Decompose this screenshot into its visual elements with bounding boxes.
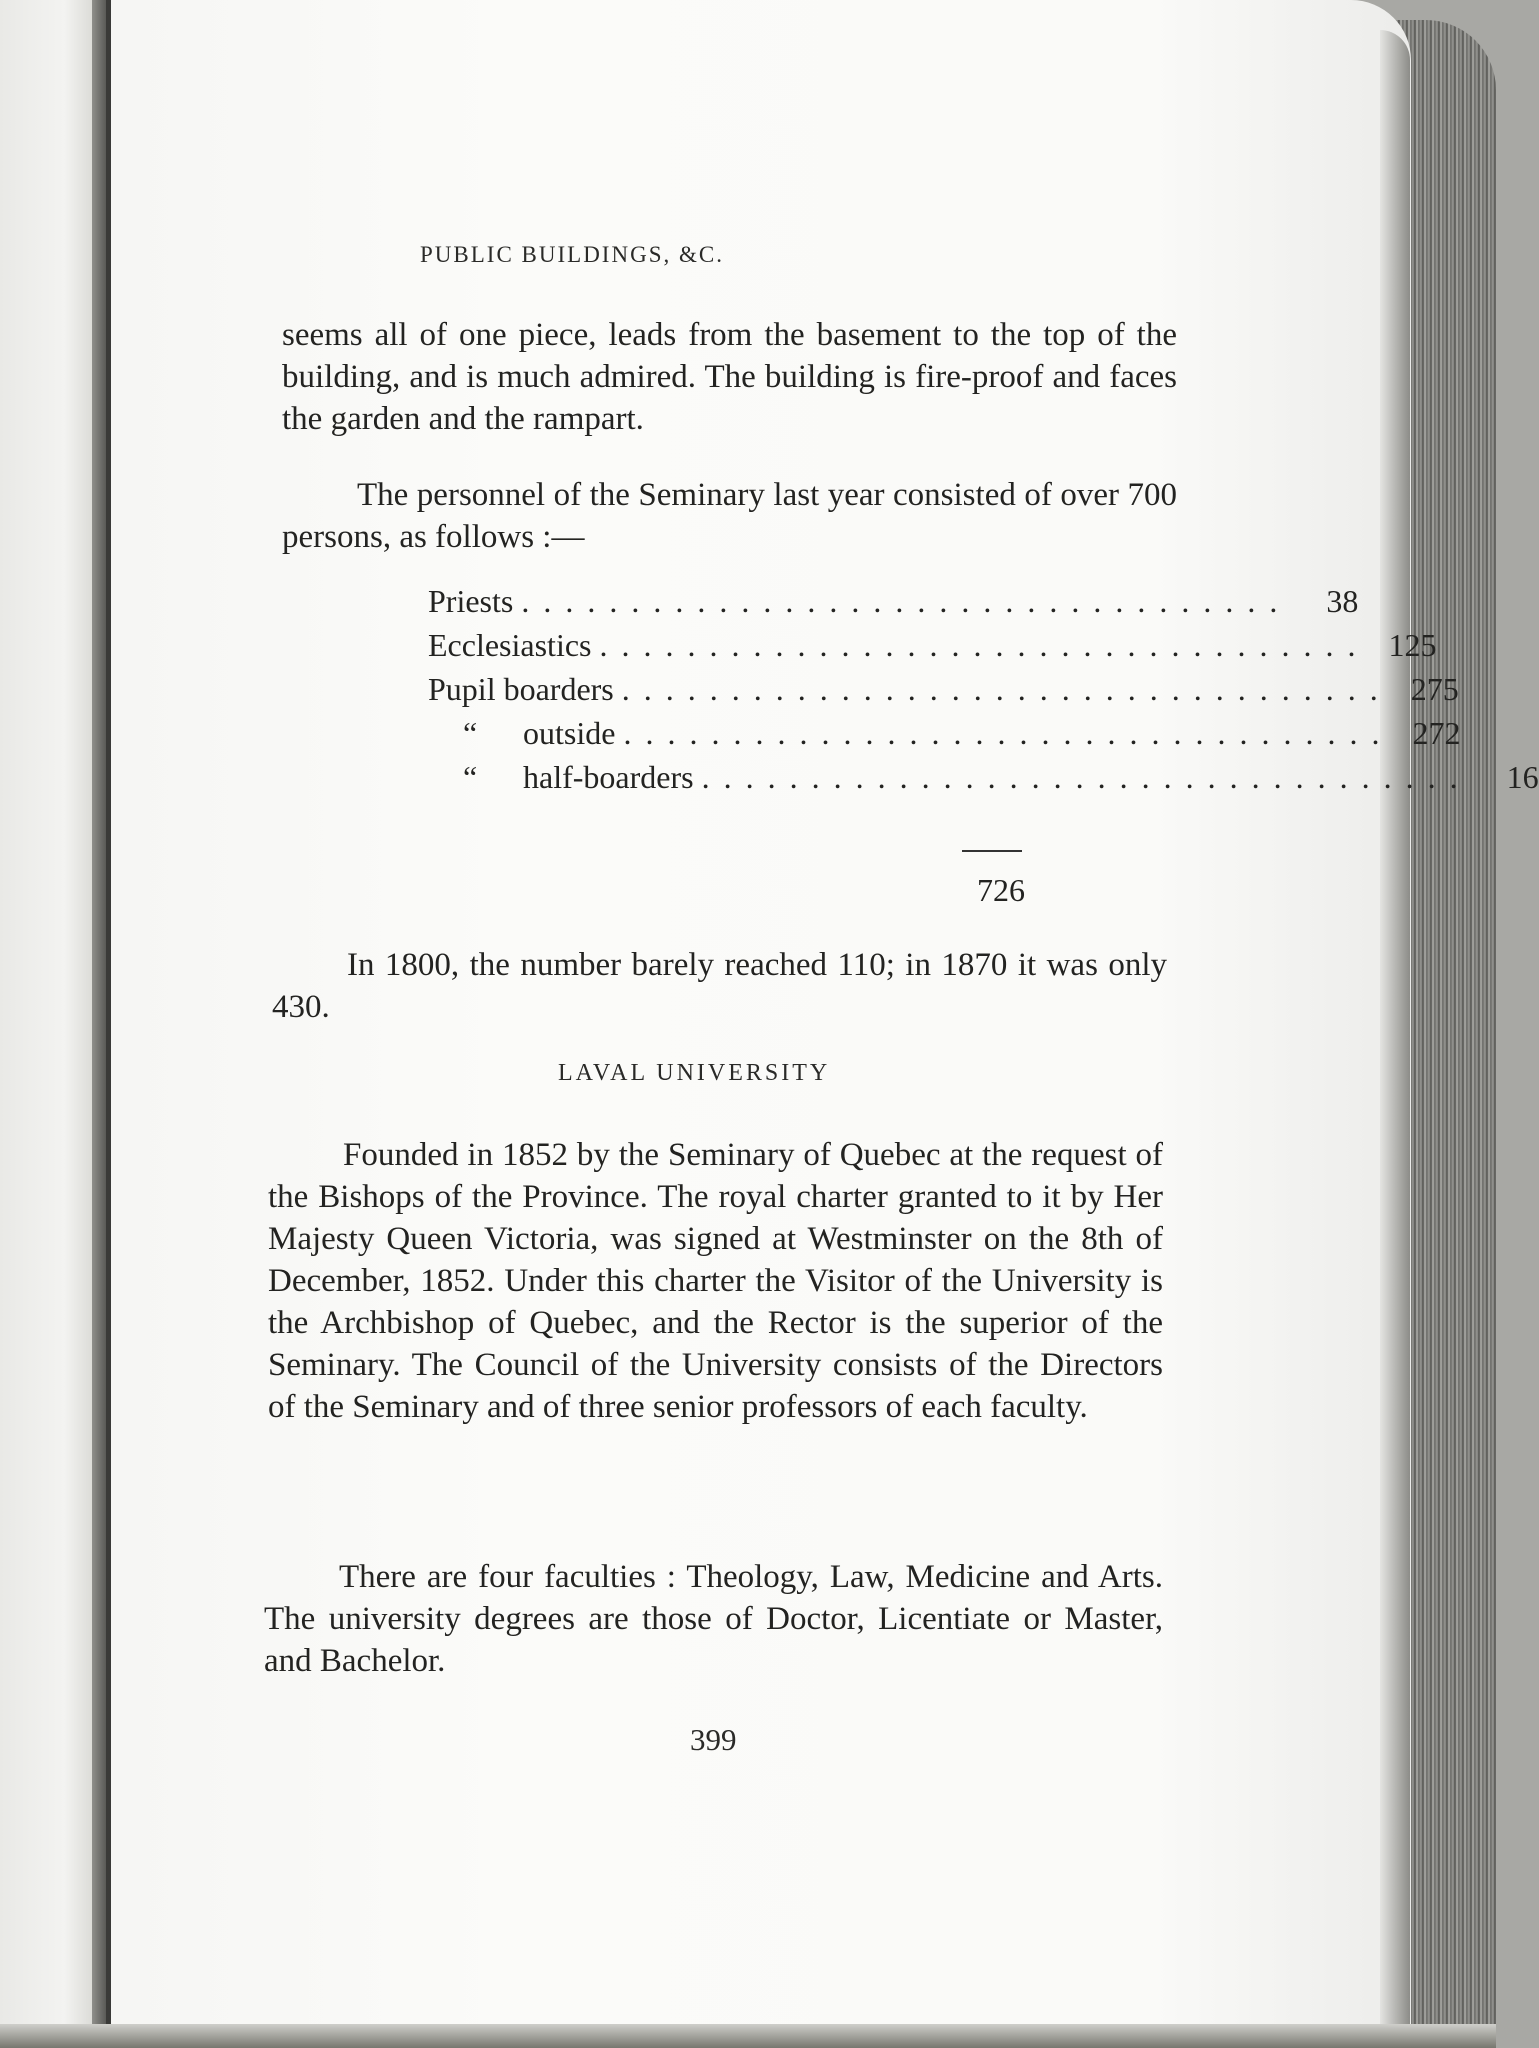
bottom-edge (0, 2024, 1496, 2048)
table-row (428, 759, 1539, 803)
ditto-mark: “ (463, 715, 478, 751)
leader-dots: . . . . . . . . . . . . . . . . . . . . . . . . . . . . . . . . . . . (621, 671, 1381, 707)
paragraph-founding (268, 1134, 1163, 1428)
leader-dots: . . . . . . . . . . . . . . . . . . . . . . . . . . . . . . . . . . . (521, 583, 1281, 619)
row-value: 275 (1410, 671, 1459, 707)
paragraph-continuation (282, 314, 1177, 440)
row-label: Ecclesiastics (428, 627, 592, 663)
table-row (428, 627, 1437, 671)
paragraph-4: Founded in 1852 by the Seminary of Quebec at the request of the Bishops of the Province. The royal charter granted to it by Her Majesty Queen Victoria, was signed at Westminster on the 8th of December, 1852. Under this charter the Visitor of the University is the Archbishop of Quebec, and the Rector is the superior of the Seminary. The Council of the University consists of the Directors of the Seminary and of three senior professors of each faculty. (268, 1137, 1163, 1425)
table-total: 726 (977, 872, 1025, 908)
paragraph-1: seems all of one piece, leads from the basement to the top of the building, and is much admired. The building is fire-proof and faces the garden and the rampart. (282, 317, 1177, 437)
left-page-sliver (0, 0, 92, 2048)
table-row (428, 671, 1459, 715)
row-value: 16 (1506, 759, 1539, 795)
row-value: 38 (1326, 583, 1359, 619)
page-number: 399 (690, 1722, 737, 1757)
row-label: Priests (428, 583, 514, 619)
paragraph-2: The personnel of the Seminary last year consisted of over 700 persons, as follows :— (282, 477, 1177, 555)
leader-dots: . . . . . . . . . . . . . . . . . . . . . . . . . . . . . . . . . . . (599, 627, 1359, 663)
paragraph-5: There are four faculties : Theology, Law, Medicine and Arts. The university degrees are those of Doctor, Licentiate or Master, and Bachelor. (264, 1559, 1163, 1679)
ditto-mark: “ (463, 759, 478, 795)
page-edge-shade (1380, 30, 1410, 2048)
personnel-table (428, 583, 1539, 803)
gutter-shadow (92, 0, 106, 2048)
row-label: Pupil boarders (428, 671, 614, 707)
row-value: 272 (1412, 715, 1461, 751)
leader-dots: . . . . . . . . . . . . . . . . . . . . . . . . . . . . . . . . . . . (701, 759, 1461, 795)
total-rule (962, 850, 1022, 852)
table-row (428, 715, 1461, 759)
table-row (428, 583, 1359, 627)
running-head: PUBLIC BUILDINGS, &C. (420, 242, 724, 267)
paragraph-faculties (264, 1556, 1163, 1682)
row-value: 125 (1388, 627, 1437, 663)
paragraph-personnel (282, 474, 1177, 558)
row-label: half-boarders (523, 759, 694, 795)
paragraph-numbers (272, 944, 1167, 1028)
leader-dots: . . . . . . . . . . . . . . . . . . . . . . . . . . . . . . . . . . . (623, 715, 1383, 751)
row-label: outside (523, 715, 616, 751)
section-heading: LAVAL UNIVERSITY (558, 1060, 831, 1086)
paragraph-3: In 1800, the number barely reached 110; in 1870 it was only 430. (272, 947, 1167, 1025)
